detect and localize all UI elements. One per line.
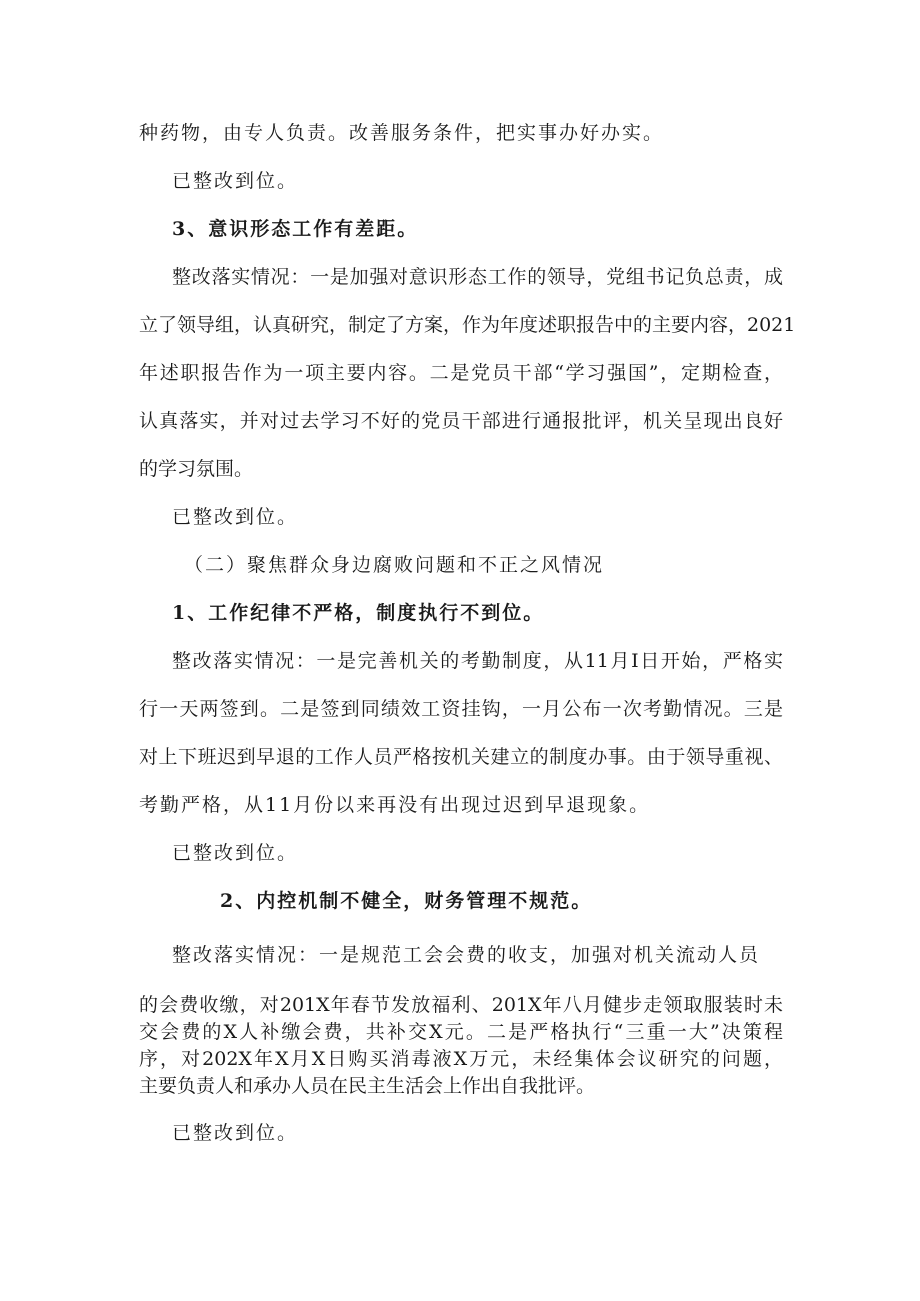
paragraph-line: 主要负责人和承办人员在民主生活会上作出自我批评。 [139, 1075, 596, 1097]
section-heading: 2、内控机制不健全，财务管理不规范。 [220, 890, 593, 912]
status-line: 已整改到位。 [172, 506, 299, 528]
status-line: 已整改到位。 [172, 170, 299, 192]
paragraph-line: 的学习氛围。 [139, 458, 254, 480]
status-line: 已整改到位。 [172, 842, 299, 864]
paragraph-line: 立了领导组，认真研究，制定了方案，作为年度述职报告中的主要内容，2021 [139, 314, 796, 336]
paragraph-line: 的会费收缴，对201X年春节发放福利、201X年八月健步走领取服装时未 [139, 994, 783, 1016]
section-heading: 3、意识形态工作有差距。 [172, 218, 419, 240]
paragraph-line: 整改落实情况：一是完善机关的考勤制度，从11月I日开始，严格实 [172, 650, 783, 672]
paragraph-line: 整改落实情况：一是规范工会会费的收支，加强对机关流动人员 [172, 944, 761, 966]
paragraph-line: 行一天两签到。二是签到同绩效工资挂钩，一月公布一次考勤情况。三是 [139, 698, 783, 720]
paragraph-line: 年述职报告作为一项主要内容。二是党员干部“学习强国”，定期检查， [139, 362, 783, 384]
paragraph-line: 考勤严格，从11月份以来再没有出现过迟到早退现象。 [139, 794, 651, 816]
paragraph-line: 对上下班迟到早退的工作人员严格按机关建立的制度办事。由于领导重视、 [139, 746, 783, 768]
status-line: 已整改到位。 [172, 1122, 299, 1144]
subsection-heading: （二）聚焦群众身边腐败问题和不正之风情况 [184, 554, 605, 576]
paragraph-line: 交会费的X人补缴会费，共补交X元。二是严格执行“三重一大”决策程 [139, 1021, 783, 1043]
paragraph-line: 整改落实情况：一是加强对意识形态工作的领导，党组书记负总责，成 [172, 266, 783, 288]
section-heading: 1、工作纪律不严格，制度执行不到位。 [172, 602, 545, 624]
paragraph-line: 认真落实，并对过去学习不好的党员干部进行通报批评，机关呈现出良好 [139, 410, 783, 432]
paragraph-line: 种药物，由专人负责。改善服务条件，把实事办好办实。 [139, 122, 665, 144]
paragraph-line: 序，对202X年X月X日购买消毒液X万元，未经集体会议研究的问题， [139, 1048, 783, 1070]
